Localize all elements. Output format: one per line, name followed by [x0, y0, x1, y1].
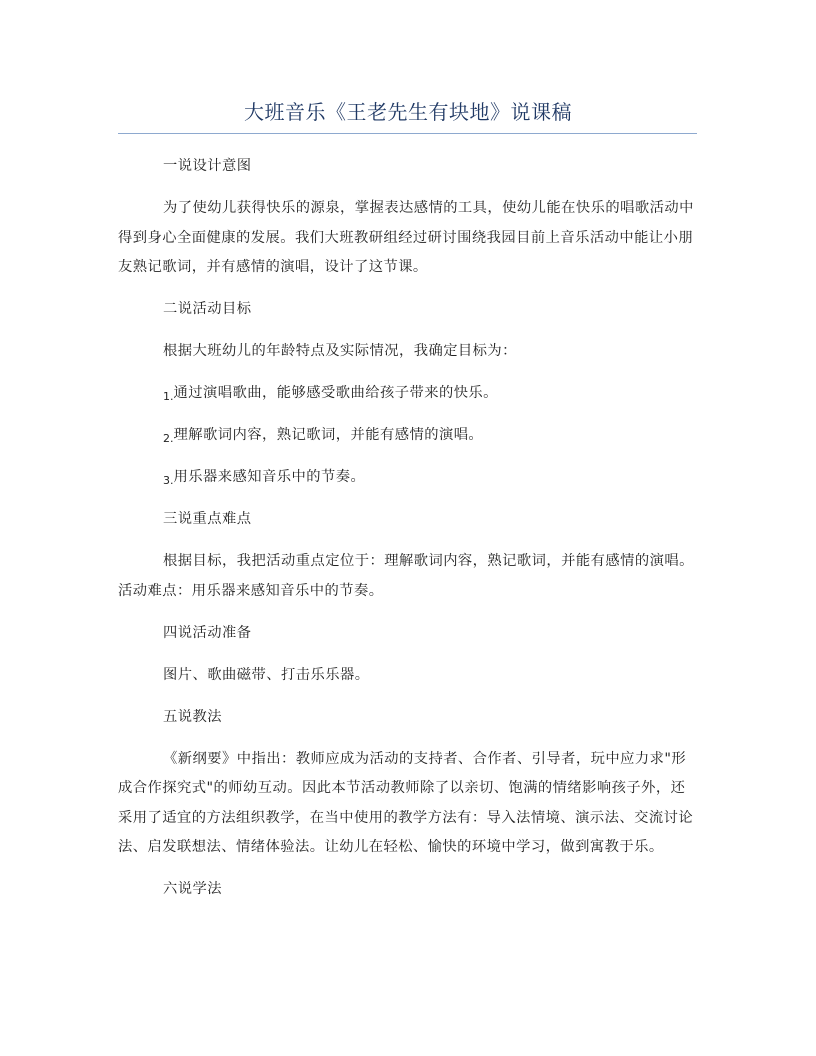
heading-preparation: 四说活动准备	[163, 624, 252, 641]
heading-design-intent: 一说设计意图	[163, 158, 252, 174]
goal-item-3	[118, 463, 700, 493]
paragraph-design-intent: 为了使幼儿获得快乐的源泉，掌握表达感情的工具，使幼儿能在快乐的唱歌活动中得到身心全面健康的发展。我们大班教研组经过研讨围绕我园目前上音乐活动中能让小朋友熟记歌词，并有感情的演唱，设计了这节课。	[118, 200, 694, 275]
goal-item-1	[118, 379, 700, 409]
goal-text: 用乐器来感知音乐中的节奏。	[173, 469, 366, 485]
paragraph-goals-intro: 根据大班幼儿的年龄特点及实际情况，我确定目标为：	[163, 343, 517, 359]
goal-number: 1.	[163, 390, 174, 403]
paragraph-key-points: 根据目标，我把活动重点定位于：理解歌词内容，熟记歌词，并能有感情的演唱。活动难点：用乐器来感知音乐中的节奏。	[118, 553, 694, 599]
goal-number: 2.	[163, 432, 174, 445]
paragraph-preparation: 图片、歌曲磁带、打击乐乐器。	[163, 666, 370, 683]
document-body	[118, 152, 700, 917]
goal-item-2	[118, 421, 700, 451]
paragraph-teaching-method: 《新纲要》中指出：教师应成为活动的支持者、合作者、引导者，玩中应力求"形成合作探究式"的师幼互动。因此本节活动教师除了以亲切、饱满的情绪影响孩子外，还采用了适宜的方法组织教学，在当中使用的教学方法有：导入法情境、演示法、交流讨论法、启发联想法、情绪体验法。让幼儿在轻松、愉快的环境中学习，做到寓教于乐。	[118, 750, 694, 855]
heading-key-points: 三说重点难点	[163, 511, 252, 527]
heading-learning-method: 六说学法	[163, 881, 222, 897]
goal-number: 3.	[163, 474, 174, 487]
goal-text: 理解歌词内容，熟记歌词，并能有感情的演唱。	[173, 427, 484, 443]
goal-text: 通过演唱歌曲，能够感受歌曲给孩子带来的快乐。	[173, 385, 498, 401]
title-divider	[118, 133, 697, 134]
heading-activity-goals: 二说活动目标	[163, 301, 252, 317]
heading-teaching-method: 五说教法	[163, 708, 222, 725]
document-title: 大班音乐《王老先生有块地》说课稿	[244, 100, 572, 124]
